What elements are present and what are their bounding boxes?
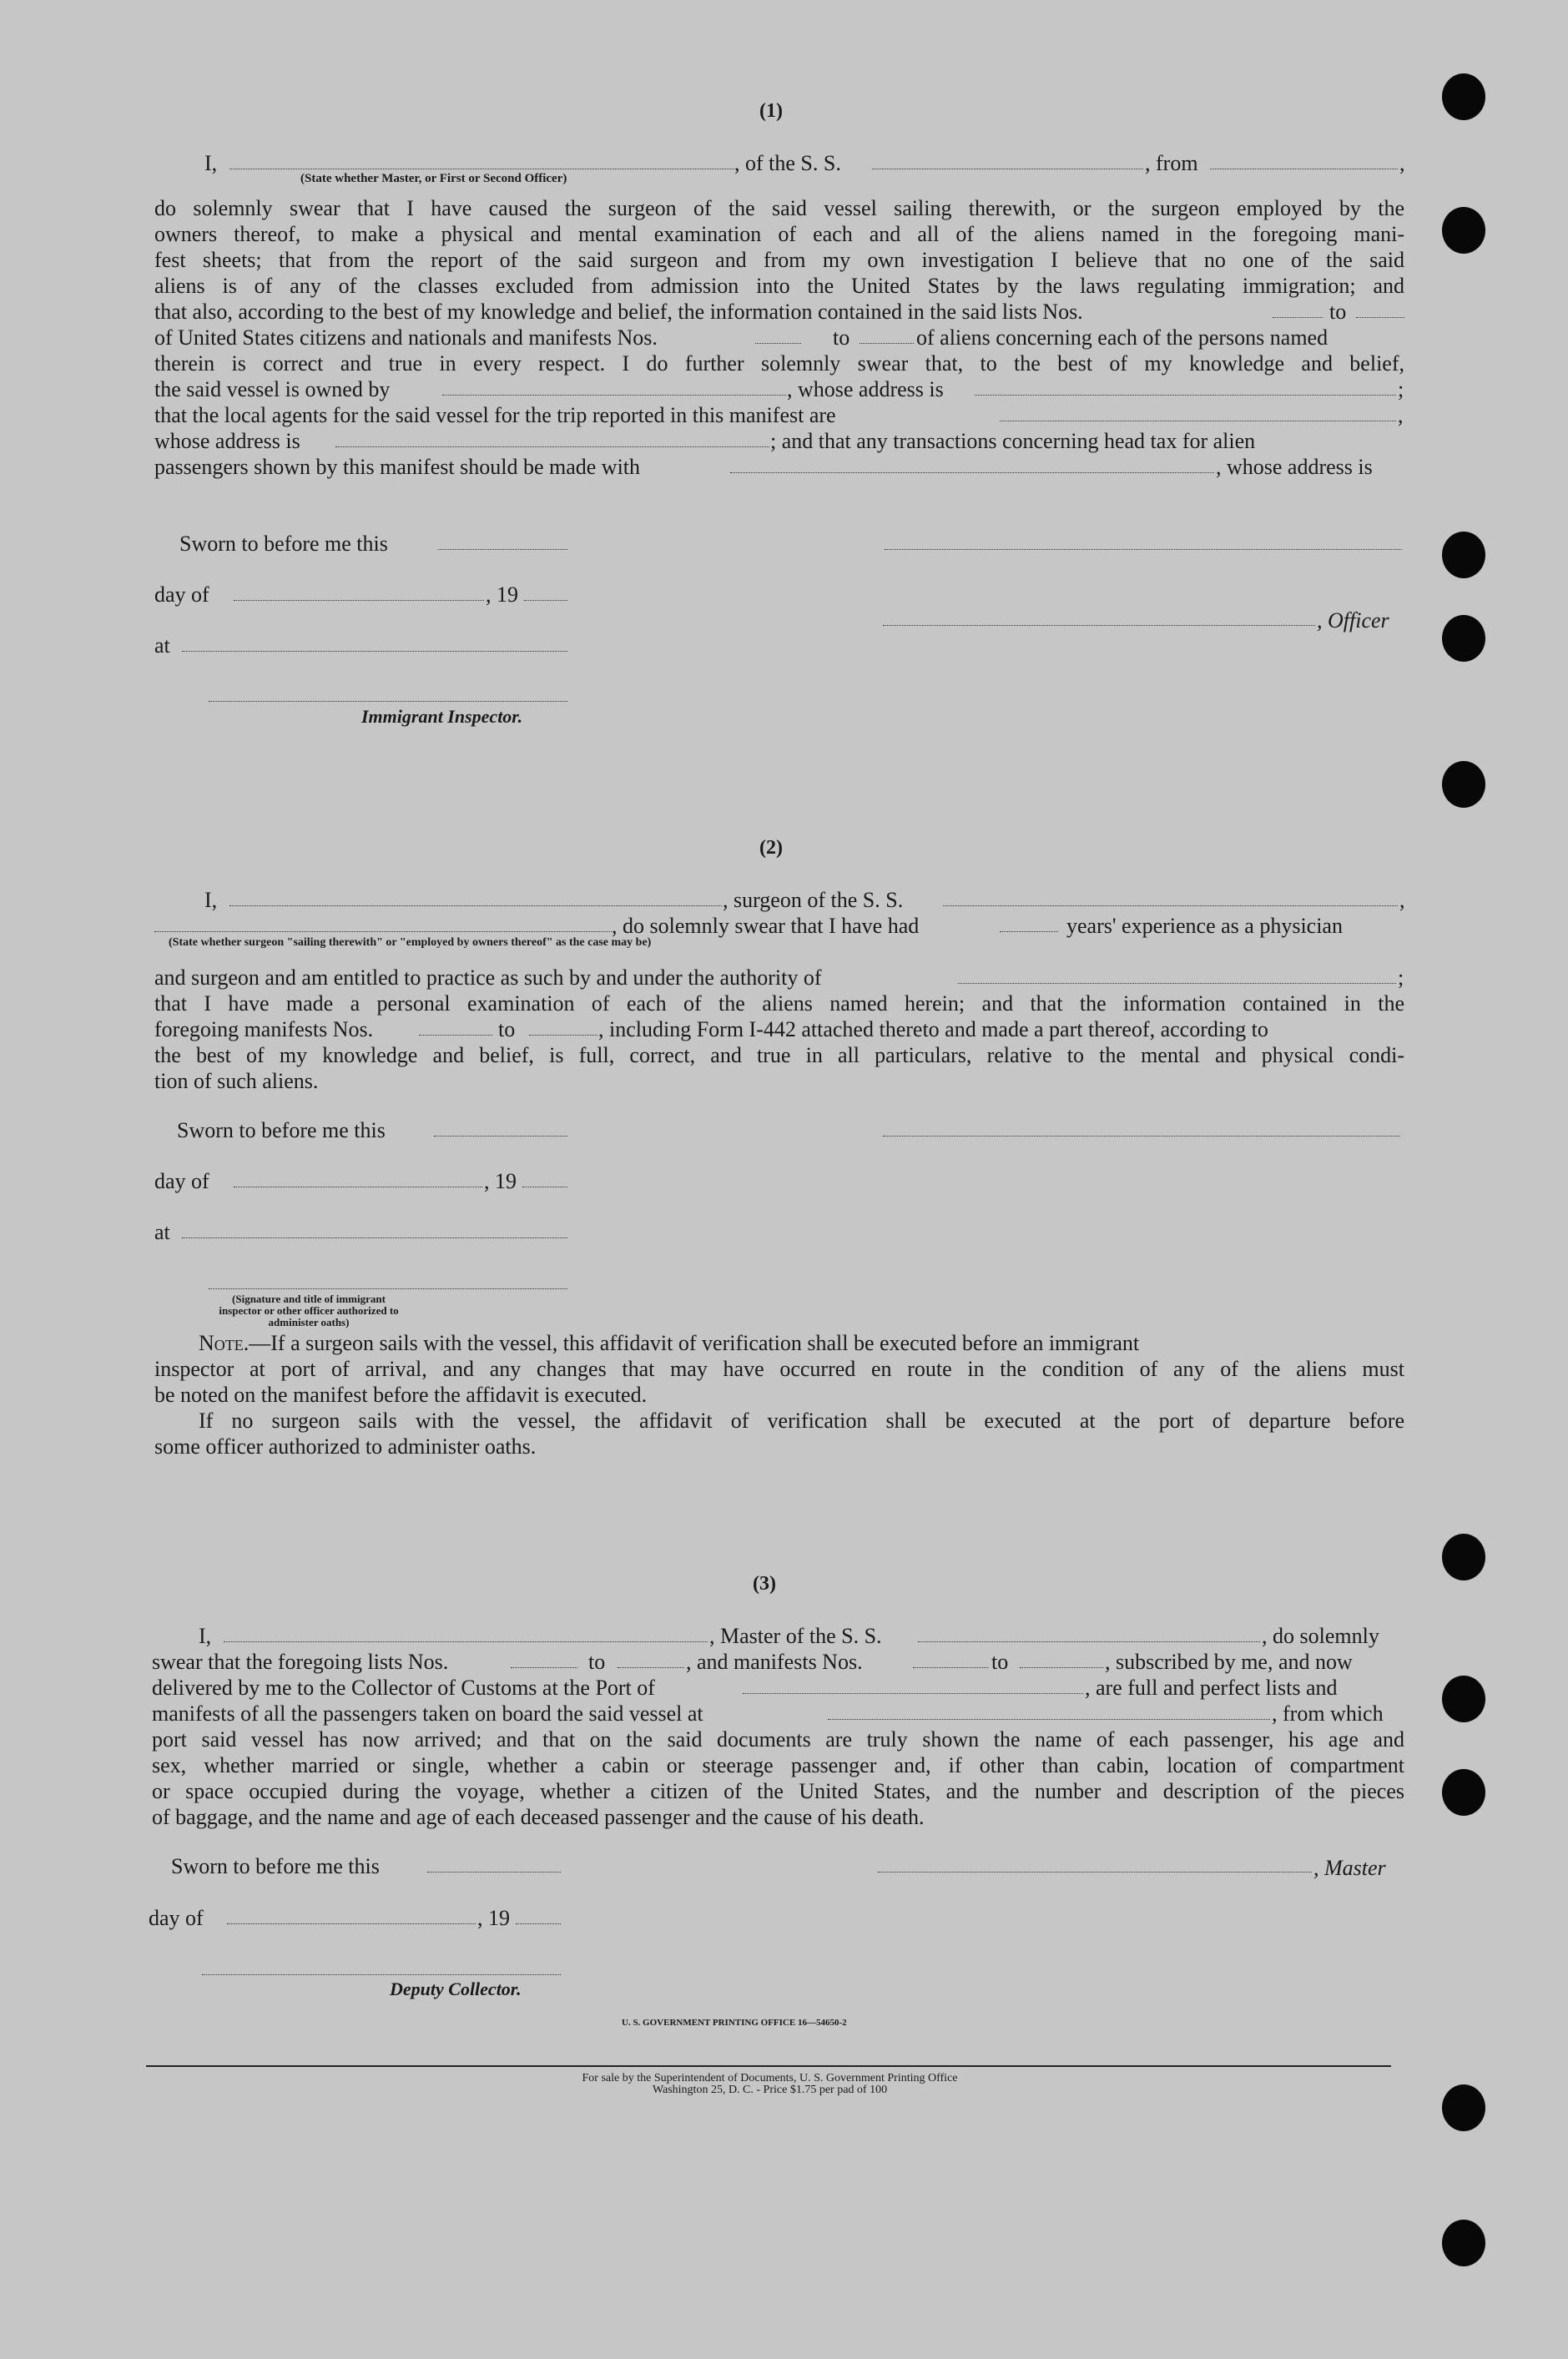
s3-sworn: Sworn to before me this bbox=[171, 1854, 380, 1878]
s2-manifests-to-field[interactable] bbox=[529, 1018, 597, 1036]
note-line: be noted on the manifest before the affidavit is executed. bbox=[154, 1383, 648, 1407]
s1-officer-signature-line[interactable] bbox=[883, 608, 1315, 626]
s2-inspector-line[interactable] bbox=[209, 1272, 567, 1289]
note-line: If no surgeon sails with the vessel, the affidavit of verification shall be executed at the port of departure before bbox=[199, 1409, 1404, 1433]
s2-para-line: foregoing manifests Nos. bbox=[154, 1017, 374, 1041]
s3-port-field[interactable] bbox=[743, 1676, 1083, 1694]
s1-para-line: owners thereof, to make a physical and mental examination of each and all of the aliens named in the foregoing mani- bbox=[154, 222, 1404, 246]
footer-rule bbox=[146, 2065, 1391, 2067]
s2-para-line: the best of my knowledge and belief, is full, correct, and true in all particulars, relative to the mental and physical condi- bbox=[154, 1043, 1404, 1067]
s1-to: to bbox=[833, 325, 850, 350]
s1-para-line: passengers shown by this manifest should be made with bbox=[154, 455, 641, 479]
s1-manifests-to-field[interactable] bbox=[860, 326, 914, 344]
punch-hole bbox=[1442, 761, 1485, 808]
s1-officer-name-field[interactable] bbox=[229, 152, 734, 169]
s2-year-field[interactable] bbox=[522, 1170, 567, 1187]
punch-hole bbox=[1442, 532, 1485, 578]
s2-surgeon-of: , surgeon of the S. S. bbox=[723, 888, 904, 912]
note-label: Note. bbox=[199, 1331, 250, 1355]
s1-manifests-from-field[interactable] bbox=[755, 326, 801, 344]
s1-lists-to-field[interactable] bbox=[1356, 300, 1404, 318]
s3-sworn-date-field[interactable] bbox=[427, 1855, 561, 1873]
s1-day-field[interactable] bbox=[234, 583, 484, 601]
s3-master-signature-line[interactable] bbox=[878, 1855, 1312, 1873]
s2-form-text: , including Form I-442 attached thereto and made a part thereof, according to bbox=[598, 1017, 1268, 1041]
s1-year-field[interactable] bbox=[524, 583, 567, 601]
s1-sworn-date-field[interactable] bbox=[438, 532, 567, 550]
s3-para-line: of baggage, and the name and age of each deceased passenger and the cause of his death. bbox=[152, 1805, 925, 1829]
s2-comma: , bbox=[1399, 888, 1405, 912]
section-1-number: (1) bbox=[759, 100, 783, 122]
s3-to: to bbox=[588, 1650, 606, 1674]
section-2-number: (2) bbox=[759, 837, 783, 859]
s1-head-tax-field[interactable] bbox=[730, 456, 1214, 473]
s3-manifests-to-field[interactable] bbox=[1020, 1651, 1103, 1668]
s3-day-of: day of bbox=[149, 1906, 204, 1930]
punch-hole bbox=[1442, 1769, 1485, 1816]
s1-to: to bbox=[1329, 300, 1347, 324]
s1-para-line: therein is correct and true in every respect. I do further solemnly swear that, to the best of my knowledge and belief, bbox=[154, 351, 1404, 376]
s3-deputy: Deputy Collector. bbox=[390, 1978, 522, 1999]
s1-whose-address: , whose address is bbox=[787, 377, 944, 401]
s2-surgeon-name-field[interactable] bbox=[229, 889, 722, 906]
s1-agents-address-field[interactable] bbox=[335, 430, 769, 447]
s1-para-line: of United States citizens and nationals and manifests Nos. bbox=[154, 325, 658, 350]
s2-authority-field[interactable] bbox=[958, 966, 1396, 984]
s1-year: , 19 bbox=[486, 582, 518, 607]
note-line: some officer authorized to administer oaths. bbox=[154, 1434, 537, 1459]
s1-owner-field[interactable] bbox=[442, 378, 786, 396]
s1-at-field[interactable] bbox=[182, 634, 567, 652]
s3-master-of: , Master of the S. S. bbox=[709, 1624, 882, 1648]
s3-para-line: sex, whether married or single, whether a cabin or steerage passenger and, if other than cabin, location of compartment bbox=[152, 1753, 1404, 1777]
s2-at: at bbox=[154, 1220, 170, 1244]
s2-status-field[interactable] bbox=[154, 915, 612, 932]
s2-day-field[interactable] bbox=[234, 1170, 482, 1187]
note-line: —If a surgeon sails with the vessel, this affidavit of verification shall be executed before an immigrant bbox=[249, 1331, 1140, 1355]
s3-master-name-field[interactable] bbox=[224, 1625, 708, 1642]
s1-from-field[interactable] bbox=[1210, 152, 1398, 169]
s3-manifests-from-field[interactable] bbox=[913, 1651, 988, 1668]
s3-para-line: or space occupied during the voyage, whether a citizen of the United States, and the number and description of the pieces bbox=[152, 1779, 1404, 1803]
s3-line: , subscribed by me, and now bbox=[1105, 1650, 1353, 1674]
s3-line: swear that the foregoing lists Nos. bbox=[152, 1650, 449, 1674]
s3-para-line: port said vessel has now arrived; and that on the said documents are truly shown the name of each passenger, his age and bbox=[152, 1727, 1404, 1752]
s1-signature-line[interactable] bbox=[885, 532, 1402, 550]
s1-note: (State whether Master, or First or Second Officer) bbox=[300, 172, 567, 185]
s1-lists-from-field[interactable] bbox=[1273, 300, 1323, 318]
s3-master: , Master bbox=[1313, 1856, 1386, 1880]
s3-year: , 19 bbox=[477, 1906, 510, 1930]
s2-manifests-from-field[interactable] bbox=[419, 1018, 492, 1036]
s2-signature-note: (Signature and title of immigrant inspector or other officer authorized to administer oaths) bbox=[219, 1293, 399, 1328]
s2-note: (State whether surgeon "sailing therewith" or "employed by owners thereof" as the case may be) bbox=[169, 936, 652, 949]
s1-inspector: Immigrant Inspector. bbox=[361, 706, 523, 727]
punch-hole bbox=[1442, 207, 1485, 254]
s1-owner-address-field[interactable] bbox=[975, 378, 1396, 396]
s3-do-solemnly: , do solemnly bbox=[1262, 1624, 1379, 1648]
punch-hole bbox=[1442, 1676, 1485, 1722]
s3-departure-field[interactable] bbox=[828, 1702, 1270, 1720]
s1-para-line: aliens is of any of the classes excluded from admission into the United States by the laws regulating immigration; and bbox=[154, 274, 1404, 298]
s3-line: , from which bbox=[1272, 1701, 1384, 1726]
s1-agents-field[interactable] bbox=[1000, 404, 1396, 421]
s2-para-line: tion of such aliens. bbox=[154, 1069, 319, 1093]
s1-officer: , Officer bbox=[1317, 608, 1389, 633]
s1-comma: , bbox=[1398, 403, 1404, 427]
s1-inspector-line[interactable] bbox=[209, 684, 567, 702]
s1-vessel-field[interactable] bbox=[872, 152, 1143, 169]
s2-i: I, bbox=[204, 888, 218, 912]
s3-lists-to-field[interactable] bbox=[618, 1651, 684, 1668]
s3-deputy-line[interactable] bbox=[202, 1958, 561, 1975]
s1-para-line: fest sheets; that from the report of the said surgeon and from my own investigation I believe that no one of the said bbox=[154, 248, 1404, 272]
s2-year: , 19 bbox=[484, 1169, 517, 1193]
punch-hole bbox=[1442, 2220, 1485, 2266]
gpo-imprint: U. S. GOVERNMENT PRINTING OFFICE 16—54650-2 bbox=[622, 2018, 847, 2028]
s2-years: years' experience as a physician bbox=[1066, 914, 1343, 938]
s1-para-line: that also, according to the best of my knowledge and belief, the information contained in the said lists Nos. bbox=[154, 300, 1083, 324]
s1-sworn: Sworn to before me this bbox=[179, 532, 388, 556]
s3-line: , are full and perfect lists and bbox=[1085, 1676, 1338, 1700]
s1-whose-address-end: , whose address is bbox=[1216, 455, 1373, 479]
sale-line-2: Washington 25, D. C. - Price $1.75 per pad of 100 bbox=[652, 2084, 888, 2096]
s1-para-line: whose address is bbox=[154, 429, 300, 453]
note-first-line bbox=[199, 1330, 1139, 1356]
sale-line-1: For sale by the Superintendent of Documents, U. S. Government Printing Office bbox=[582, 2072, 958, 2084]
s2-day-of: day of bbox=[154, 1169, 209, 1193]
punch-hole bbox=[1442, 1534, 1485, 1580]
s3-year-field[interactable] bbox=[516, 1907, 561, 1924]
s3-line: , and manifests Nos. bbox=[686, 1650, 863, 1674]
s2-para-line: that I have made a personal examination of each of the aliens named herein; and that the information contained in the bbox=[154, 991, 1404, 1016]
s2-years-field[interactable] bbox=[1000, 915, 1058, 932]
s1-from: , from bbox=[1145, 151, 1198, 175]
s2-vessel-field[interactable] bbox=[943, 889, 1398, 906]
section-3-number: (3) bbox=[753, 1573, 776, 1595]
s1-day-of: day of bbox=[154, 582, 209, 607]
s1-aliens-text: of aliens concerning each of the persons named bbox=[916, 325, 1329, 350]
s3-to: to bbox=[991, 1650, 1009, 1674]
s2-at-field[interactable] bbox=[182, 1221, 567, 1238]
s1-of-ss: , of the S. S. bbox=[734, 151, 841, 175]
s2-swear: , do solemnly swear that I have had bbox=[612, 914, 920, 938]
s3-line: delivered by me to the Collector of Customs at the Port of bbox=[152, 1676, 655, 1700]
s1-para-line: the said vessel is owned by bbox=[154, 377, 391, 401]
s1-comma: , bbox=[1399, 151, 1405, 175]
s2-signature-line[interactable] bbox=[883, 1119, 1400, 1137]
s1-head-tax: ; and that any transactions concerning head tax for alien bbox=[770, 429, 1256, 453]
s3-day-field[interactable] bbox=[227, 1907, 476, 1924]
s1-i: I, bbox=[204, 151, 218, 175]
s2-semicolon: ; bbox=[1398, 965, 1404, 990]
punch-hole bbox=[1442, 73, 1485, 120]
s2-para-line: and surgeon and am entitled to practice as such by and under the authority of bbox=[154, 965, 822, 990]
s1-para-line: that the local agents for the said vessel for the trip reported in this manifest are bbox=[154, 403, 836, 427]
s2-sworn-date-field[interactable] bbox=[434, 1119, 567, 1137]
note-line: inspector at port of arrival, and any changes that may have occurred en route in the condition of any of the aliens must bbox=[154, 1357, 1404, 1381]
s1-para-line: do solemnly swear that I have caused the surgeon of the said vessel sailing therewith, or the surgeon employed by the bbox=[154, 196, 1404, 220]
s2-sworn: Sworn to before me this bbox=[177, 1118, 386, 1142]
punch-hole bbox=[1442, 615, 1485, 662]
s3-vessel-field[interactable] bbox=[918, 1625, 1260, 1642]
s3-i: I, bbox=[199, 1624, 212, 1648]
s2-to: to bbox=[498, 1017, 516, 1041]
s3-lists-from-field[interactable] bbox=[511, 1651, 577, 1668]
s3-line: manifests of all the passengers taken on board the said vessel at bbox=[152, 1701, 703, 1726]
s1-at: at bbox=[154, 633, 170, 658]
s1-semicolon: ; bbox=[1398, 377, 1404, 401]
